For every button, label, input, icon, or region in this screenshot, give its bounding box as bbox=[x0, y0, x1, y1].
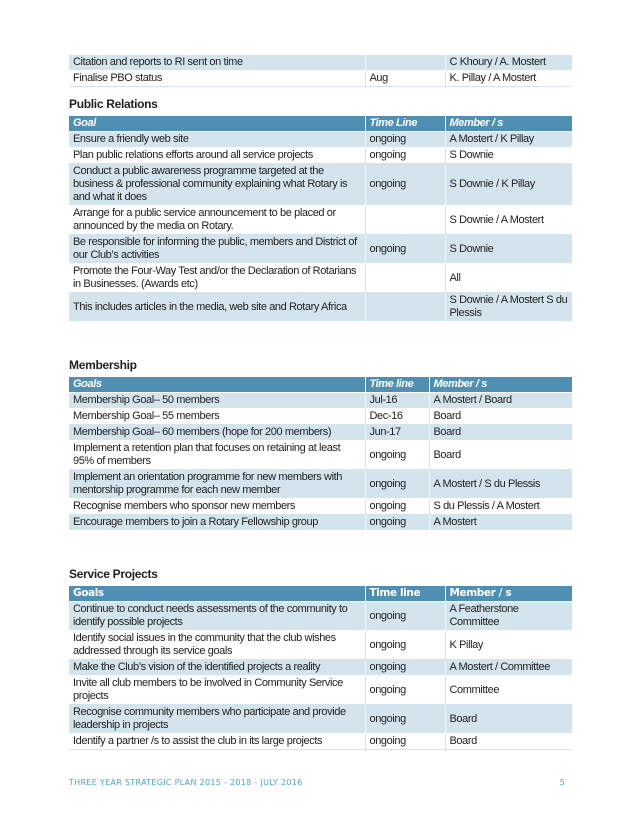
goal-cell: Finalise PBO status bbox=[69, 71, 365, 87]
time-cell bbox=[365, 293, 445, 322]
table-row bbox=[69, 705, 572, 734]
table-row bbox=[69, 470, 572, 499]
top-continuation-table bbox=[69, 55, 572, 87]
goal-cell: This includes articles in the media, web site and Rotary Africa bbox=[69, 293, 365, 322]
table-row bbox=[69, 441, 572, 470]
membership-table bbox=[69, 377, 573, 531]
member-cell: S Downie bbox=[445, 148, 572, 164]
time-cell: ongoing bbox=[365, 734, 445, 750]
time-cell: ongoing bbox=[365, 631, 445, 660]
time-cell bbox=[365, 55, 445, 71]
goal-cell: Make the Club’s vision of the identified projects a reality bbox=[69, 660, 365, 676]
member-cell: S Downie / A Mostert bbox=[445, 206, 572, 235]
member-cell: K Pillay bbox=[445, 631, 572, 660]
goal-column-header: Goal bbox=[69, 116, 365, 132]
table-row bbox=[69, 393, 572, 409]
member-cell: Board bbox=[429, 425, 572, 441]
member-cell: S Downie / A Mostert S du Plessis bbox=[445, 293, 572, 322]
time-cell: Jul-16 bbox=[365, 393, 429, 409]
goal-cell: Recognise community members who participate and provide leadership in projects bbox=[69, 705, 365, 734]
member-column-header: Member / s bbox=[445, 116, 572, 132]
timeline-column-header: Time Line bbox=[365, 116, 445, 132]
time-cell: ongoing bbox=[365, 132, 445, 148]
member-cell: S Downie / K Pillay bbox=[445, 164, 572, 206]
time-cell: ongoing bbox=[365, 499, 429, 515]
table-row bbox=[69, 264, 572, 293]
time-cell: ongoing bbox=[365, 515, 429, 531]
goal-cell: Identify a partner /s to assist the club in its large projects bbox=[69, 734, 365, 750]
goal-cell: Promote the Four-Way Test and/or the Declaration of Rotarians in Businesses. (Awards etc) bbox=[69, 264, 365, 293]
goal-cell: Arrange for a public service announcement to be placed or announced by the media on Rotary. bbox=[69, 206, 365, 235]
member-cell: Board bbox=[445, 734, 572, 750]
service-projects-table bbox=[69, 586, 573, 750]
table-row bbox=[69, 602, 572, 631]
member-cell: Committee bbox=[445, 676, 572, 705]
table-row bbox=[69, 631, 572, 660]
document-page bbox=[69, 55, 572, 750]
service-projects-heading: Service Projects bbox=[69, 567, 158, 581]
member-cell: A Mostert / S du Plessis bbox=[429, 470, 572, 499]
member-cell: Board bbox=[445, 705, 572, 734]
goal-cell: Plan public relations efforts around all service projects bbox=[69, 148, 365, 164]
page-number: 5 bbox=[559, 778, 565, 787]
time-cell: ongoing bbox=[365, 660, 445, 676]
table-row bbox=[69, 409, 572, 425]
member-cell: All bbox=[445, 264, 572, 293]
table-row bbox=[69, 515, 572, 531]
table-row bbox=[69, 676, 572, 705]
table-row bbox=[69, 71, 572, 87]
member-cell: A Mostert / Committee bbox=[445, 660, 572, 676]
goal-cell: Implement a retention plan that focuses on retaining at least 95% of members bbox=[69, 441, 365, 470]
table-row bbox=[69, 55, 572, 71]
member-cell: A Featherstone Committee bbox=[445, 602, 572, 631]
goal-column-header: Goals bbox=[69, 377, 365, 393]
member-column-header: Member / s bbox=[445, 586, 572, 602]
goal-cell: Identify social issues in the community that the club wishes addressed through its service goals bbox=[69, 631, 365, 660]
table-row bbox=[69, 293, 572, 322]
time-cell: ongoing bbox=[365, 164, 445, 206]
table-row bbox=[69, 164, 572, 206]
member-cell: S du Plessis / A Mostert bbox=[429, 499, 572, 515]
member-column-header: Member / s bbox=[429, 377, 572, 393]
time-cell: ongoing bbox=[365, 235, 445, 264]
goal-cell: Conduct a public awareness programme targeted at the business & professional community explaining what Rotary is and what it does bbox=[69, 164, 365, 206]
table-header-row bbox=[69, 586, 572, 602]
table-row bbox=[69, 425, 572, 441]
member-cell: Board bbox=[429, 441, 572, 470]
table-header-row bbox=[69, 377, 572, 393]
member-cell: S Downie bbox=[445, 235, 572, 264]
goal-cell: Encourage members to join a Rotary Fellowship group bbox=[69, 515, 365, 531]
member-cell: A Mostert / K Pillay bbox=[445, 132, 572, 148]
goal-cell: Recognise members who sponsor new members bbox=[69, 499, 365, 515]
time-cell: ongoing bbox=[365, 602, 445, 631]
table-row bbox=[69, 235, 572, 264]
time-cell bbox=[365, 206, 445, 235]
time-cell: Dec-16 bbox=[365, 409, 429, 425]
time-cell: ongoing bbox=[365, 676, 445, 705]
goal-cell: Be responsible for informing the public, members and District of our Club’s activities bbox=[69, 235, 365, 264]
member-cell: K. Pillay / A Mostert bbox=[445, 71, 572, 87]
table-row bbox=[69, 132, 572, 148]
time-cell bbox=[365, 264, 445, 293]
goal-cell: Implement an orientation programme for new members with mentorship programme for each new member bbox=[69, 470, 365, 499]
member-cell: A Mostert bbox=[429, 515, 572, 531]
table-row bbox=[69, 734, 572, 750]
time-cell: Jun-17 bbox=[365, 425, 429, 441]
goal-cell: Citation and reports to RI sent on time bbox=[69, 55, 365, 71]
table-header-row bbox=[69, 116, 572, 132]
goal-cell: Invite all club members to be involved in Community Service projects bbox=[69, 676, 365, 705]
member-cell: Board bbox=[429, 409, 572, 425]
timeline-column-header: Time line bbox=[365, 586, 445, 602]
goal-column-header: Goals bbox=[69, 586, 365, 602]
goal-cell: Ensure a friendly web site bbox=[69, 132, 365, 148]
page-footer bbox=[69, 778, 565, 787]
time-cell: Aug bbox=[365, 71, 445, 87]
table-row bbox=[69, 206, 572, 235]
table-row bbox=[69, 148, 572, 164]
membership-heading: Membership bbox=[69, 358, 137, 372]
goal-cell: Membership Goal– 60 members (hope for 200 members) bbox=[69, 425, 365, 441]
public-relations-heading: Public Relations bbox=[69, 97, 158, 111]
goal-cell: Continue to conduct needs assessments of the community to identify possible projects bbox=[69, 602, 365, 631]
time-cell: ongoing bbox=[365, 148, 445, 164]
footer-title: THREE YEAR STRATEGIC PLAN 2015 - 2018 - JULY 2016 bbox=[69, 778, 303, 787]
time-cell: ongoing bbox=[365, 705, 445, 734]
member-cell: A Mostert / Board bbox=[429, 393, 572, 409]
table-row bbox=[69, 499, 572, 515]
time-cell: ongoing bbox=[365, 441, 429, 470]
goal-cell: Membership Goal– 50 members bbox=[69, 393, 365, 409]
goal-cell: Membership Goal– 55 members bbox=[69, 409, 365, 425]
timeline-column-header: Time line bbox=[365, 377, 429, 393]
table-row bbox=[69, 660, 572, 676]
member-cell: C Khoury / A. Mostert bbox=[445, 55, 572, 71]
time-cell: ongoing bbox=[365, 470, 429, 499]
public-relations-table bbox=[69, 116, 573, 322]
